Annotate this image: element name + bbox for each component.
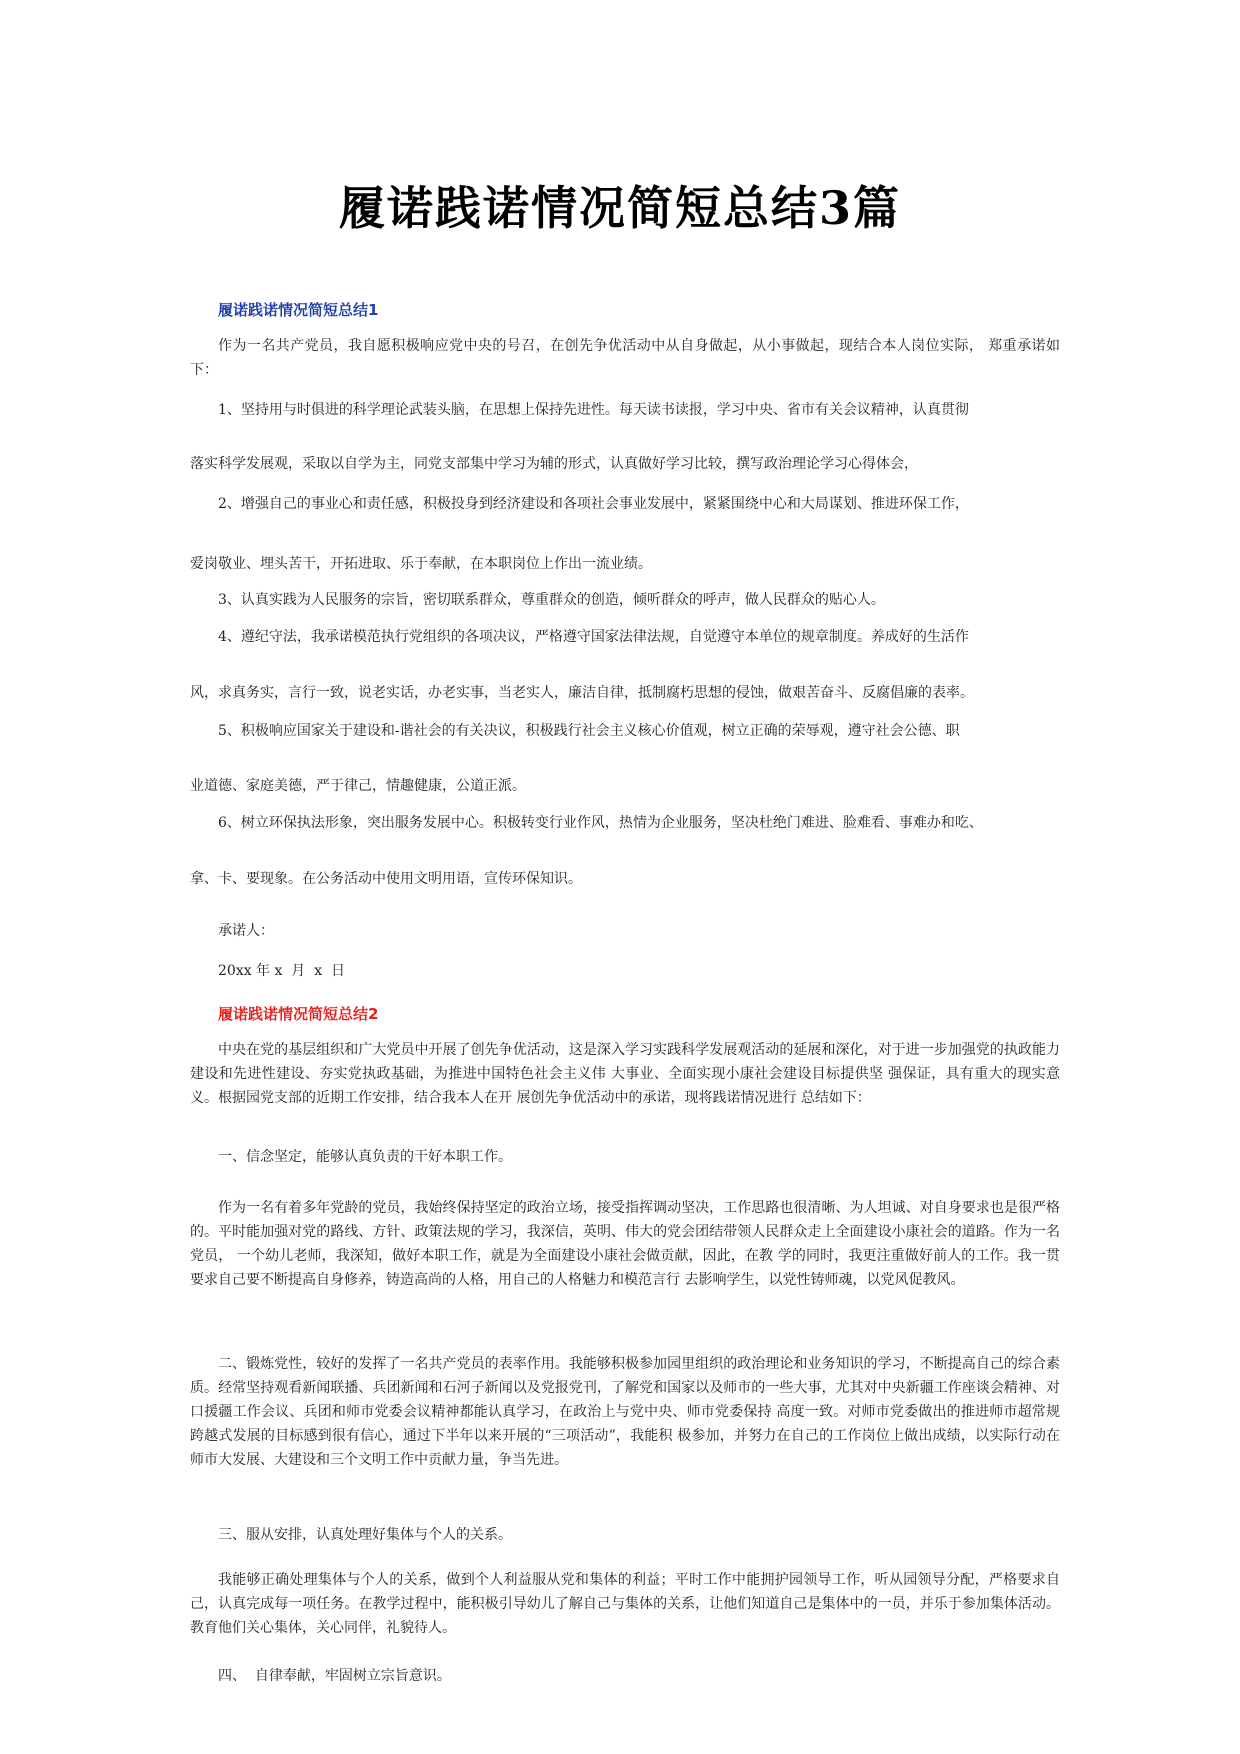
section1-item3: 3、认真实践为人民服务的宗旨，密切联系群众，尊重群众的创造，倾听群众的呼声，做人民群众的贴心人。 (218, 592, 885, 608)
point1-body: 作为一名有着多年党龄的党员，我始终保持坚定的政治立场，接受指挥调动坚决，工作思路也很清晰、为人坦诚、对自身要求也是很严格的。平时能加强对党的路线、方针、政策法规的学习，我深信，英明、伟大的党会团结带领人民群众走上全面建设小康社会的道路。作为一名党员， 一个幼儿老师，我深知，做好本职工作，就是为全面建设小康社会做贡献，因此，在教 学的同时，我更注重做好前人的工作。我一贯要求自己要不断提高自身修养，铸造高尚的人格，用自己的人格魅力和模范言行 去影响学生，以党性铸师魂，以党风促教风。 (190, 1200, 1060, 1288)
point3-title: 三、服从安排，认真处理好集体与个人的关系。 (218, 1527, 512, 1543)
commitment-date: 20xx 年 x 月 x 日 (218, 963, 345, 979)
section1-item2-line1: 2、增强自己的事业心和责任感，积极投身到经济建设和各项社会事业发展中，紧紧围绕中心和大局谋划、推进环保工作， (218, 496, 969, 512)
point3-body: 我能够正确处理集体与个人的关系，做到个人利益服从党和集体的利益；平时工作中能拥护园领导工作，听从园领导分配，严格要求自己，认真完成每一项任务。在教学过程中，能积极引导幼儿了解自己与集体的关系，让他们知道自己是集体中的一员，并乐于参加集体活动。教育他们关心集体，关心同伴，礼貌待人。 (190, 1572, 1060, 1636)
document-title: 履诺践诺情况简短总结3篇 (338, 181, 901, 235)
point2-text: 二、锻炼党性，较好的发挥了一名共产党员的表率作用。我能够积极参加园里组织的政治理论和业务知识的学习，不断提高自己的综合素质。经常坚持观看新闻联播、兵团新闻和石河子新闻以及党报党刊，了解党和国家以及师市的一些大事，尤其对中央新疆工作座谈会精神、对口援疆工作会议、兵团和师市党委会议精神都能认真学习，在政治上与党中央、师市党委保持 高度一致。对师市党委做出的推进师市超常规跨越式发展的目标感到很有信心，通过下半年以来开展的“三项活动”，我能积 极参加，并努力在自己的工作岗位上做出成绩，以实际行动在师市大发展、大建设和三个文明工作中贡献力量，争当先进。 (190, 1356, 1060, 1468)
section1-item5-line2: 业道德、家庭美德，严于律己，情趣健康，公道正派。 (190, 778, 526, 794)
section1-item4-line2: 风，求真务实，言行一致，说老实话，办老实事，当老实人，廉洁自律，抵制腐朽思想的侵蚀，做艰苦奋斗、反腐倡廉的表率。 (190, 685, 974, 701)
section2-intro: 中央在党的基层组织和广大党员中开展了创先争优活动，这是深入学习实践科学发展观活动的延展和深化，对于进一步加强党的执政能力建设和先进性建设、夯实党执政基础，为推进中国特色社会主义伟 大事业、全面实现小康社会建设目标提供坚 强保证，具有重大的现实意义。根据园党支部的近期工作安排，结合我本人在开 展创先争优活动中的承诺，现将践诺情况进行 总结如下： (190, 1042, 1060, 1106)
section1-item1-line2: 落实科学发展观，采取以自学为主，同党支部集中学习为辅的形式，认真做好学习比较，撰写政治理论学习心得体会， (190, 456, 918, 472)
section1-item1-line1: 1、坚持用与时俱进的科学理论武装头脑，在思想上保持先进性。每天读书读报，学习中央、省市有关会议精神，认真贯彻 (218, 402, 969, 418)
point1-title: 一、信念坚定，能够认真负责的干好本职工作。 (218, 1149, 512, 1165)
section1-item4-line1: 4、遵纪守法，我承诺模范执行党组织的各项决议，严格遵守国家法律法规，自觉遵守本单位的规章制度。养成好的生活作 (218, 629, 969, 645)
section1-item2-line2: 爱岗敬业、埋头苦干，开拓进取、乐于奉献，在本职岗位上作出一流业绩。 (190, 556, 652, 572)
point4-title: 四、 自律奉献，牢固树立宗旨意识。 (218, 1668, 451, 1684)
section1-item5-line1: 5、积极响应国家关于建设和-谐社会的有关决议，积极践行社会主义核心价值观，树立正确的荣辱观，遵守社会公德、职 (218, 723, 960, 739)
section1-intro: 作为一名共产党员，我自愿积极响应党中央的号召，在创先争优活动中从自身做起，从小事做起，现结合本人岗位实际， 郑重承诺如下： (190, 338, 1060, 378)
section1-item6-line1: 6、树立环保执法形象，突出服务发展中心。积极转变行业作风，热情为企业服务，坚决杜绝门难进、脸难看、事难办和吃、 (218, 815, 983, 831)
section1-item6-line2: 拿、卡、要现象。在公务活动中使用文明用语，宣传环保知识。 (190, 871, 582, 887)
section1-heading: 履诺践诺情况简短总结1 (218, 301, 379, 319)
signer-label: 承诺人： (218, 923, 274, 939)
section2-heading: 履诺践诺情况简短总结2 (218, 1005, 379, 1023)
